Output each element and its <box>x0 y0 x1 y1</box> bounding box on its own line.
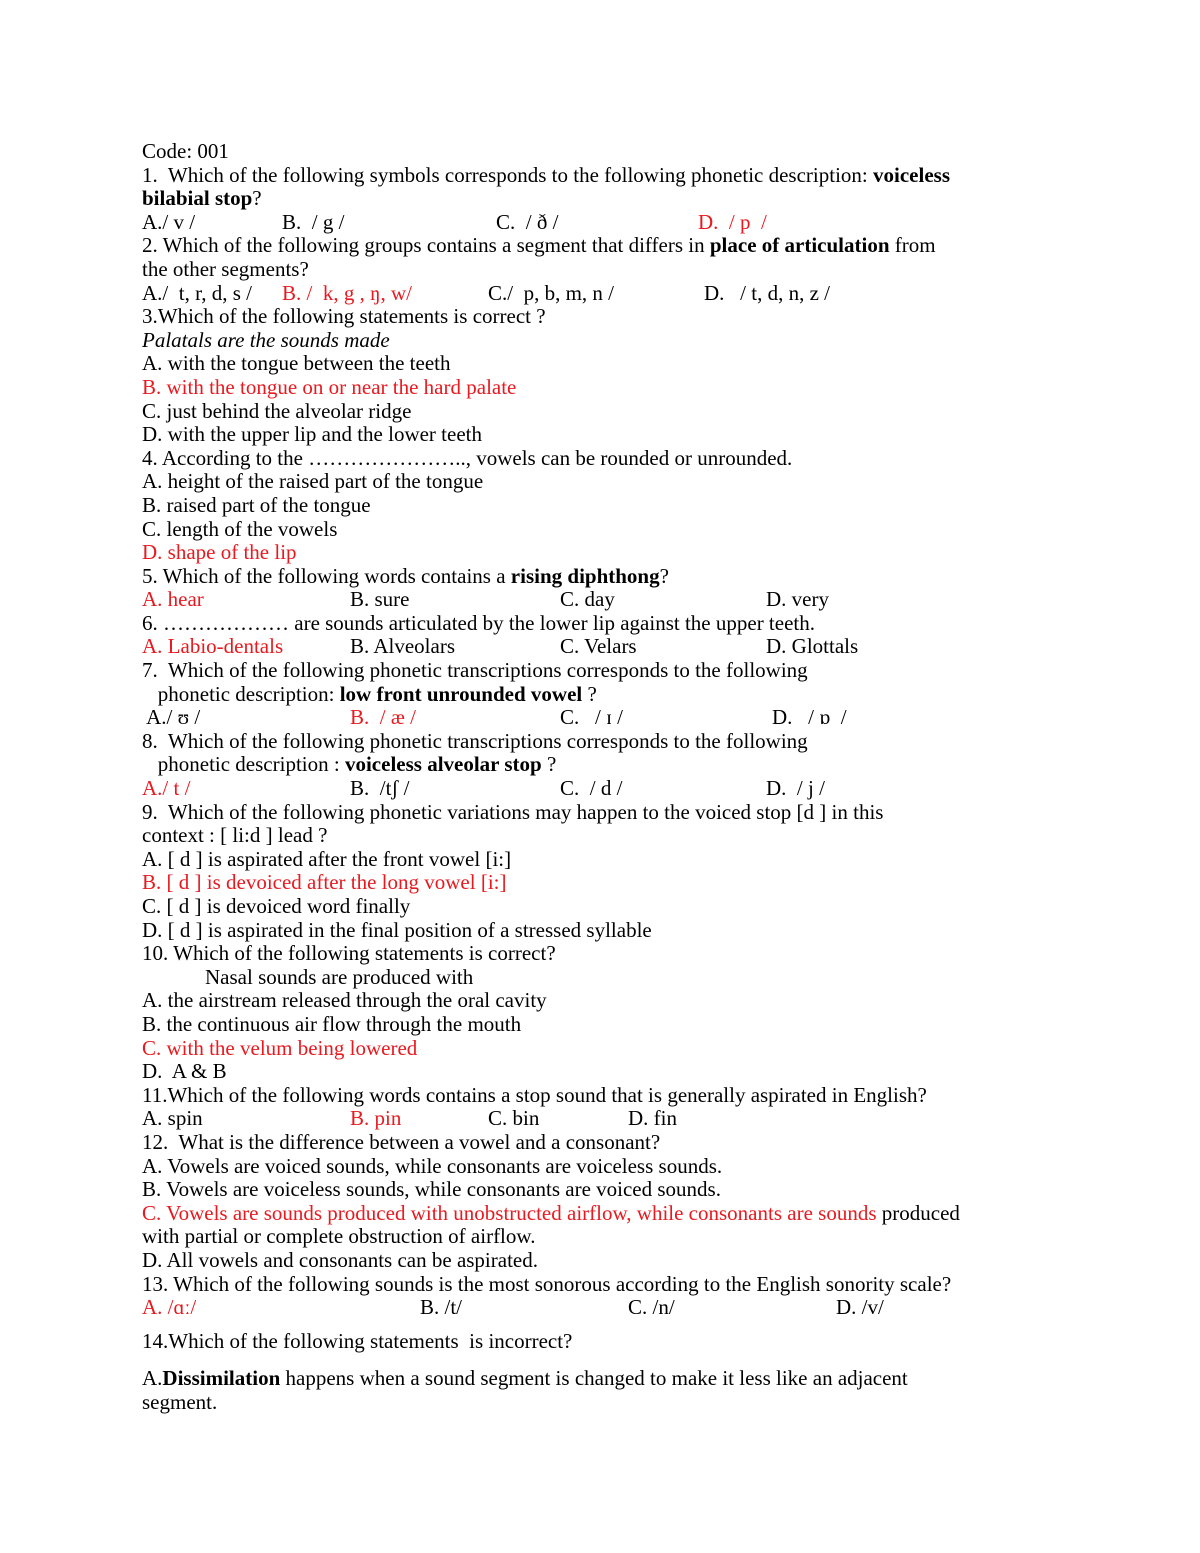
q12-option-a: A. Vowels are voiced sounds, while consonants are voiceless sounds. <box>142 1153 723 1178</box>
exam-code: Code: 001 <box>142 139 229 163</box>
q13-option-a-answer: A. /ɑː/ <box>142 1295 197 1320</box>
document-page <box>142 140 1082 1414</box>
q6-option-c: C. Velars <box>560 634 637 659</box>
question-6-options <box>142 635 1082 659</box>
question-3-stem: 3.Which of the following statements is correct ? <box>142 304 546 329</box>
question-5-line <box>142 565 1082 589</box>
q7-option-a: A./ ʊ / <box>142 705 201 730</box>
q11-option-c: C. bin <box>488 1106 540 1131</box>
question-7-options <box>142 706 1082 730</box>
q6-option-b: B. Alveolars <box>350 634 455 659</box>
q12-option-c-answer: C. Vowels are sounds produced with unobstructed airflow, while consonants are sounds <box>142 1200 877 1225</box>
q9-option-a: A. [ d ] is aspirated after the front vowel [i:] <box>142 846 512 871</box>
question-4-stem: 4. According to the ………………….., vowels can be rounded or unrounded. <box>142 445 793 470</box>
q13-option-c: C. /n/ <box>628 1295 675 1320</box>
question-5-keyword: rising diphthong <box>510 563 660 588</box>
question-7-mark: ? <box>582 681 597 706</box>
question-13-options <box>142 1296 1082 1320</box>
question-11-options <box>142 1107 1082 1131</box>
question-5-stem: 5. Which of the following words contains a <box>142 563 511 588</box>
q3-option-b-answer: B. with the tongue on or near the hard palate <box>142 374 517 399</box>
question-7-line-1: 7. Which of the following phonetic transcriptions corresponds to the following <box>142 658 808 683</box>
question-5-options <box>142 588 1082 612</box>
question-1-line-2 <box>142 187 1082 211</box>
q1-option-d-answer: D. / p / <box>698 209 767 234</box>
question-1-stem: 1. Which of the following symbols corresponds to the following phonetic description: <box>142 162 874 187</box>
q1-option-c: C. / ð / <box>496 209 559 234</box>
q7-option-d: D. / ɒ / <box>772 705 847 730</box>
question-6-stem: 6. ……………… are sounds articulated by the lower lip against the upper teeth. <box>142 610 815 635</box>
question-8-line-2 <box>142 753 1082 777</box>
question-2-line-1 <box>142 234 1082 258</box>
q3-option-d: D. with the upper lip and the lower teeth <box>142 422 482 447</box>
q8-option-c: C. / d / <box>560 776 623 801</box>
q10-option-d: D. A & B <box>142 1059 227 1084</box>
question-8-line-1: 8. Which of the following phonetic transcriptions corresponds to the following <box>142 728 808 753</box>
question-5-mark: ? <box>659 563 669 588</box>
q12-option-c-tail: produced <box>876 1200 960 1225</box>
question-2-stem: 2. Which of the following groups contains a segment that differs in <box>142 233 710 258</box>
question-10-sub: Nasal sounds are produced with <box>142 964 474 989</box>
question-2-line-2: the other segments? <box>142 256 309 281</box>
question-2-stem-end: from <box>889 233 936 258</box>
q14-option-a-letter: A. <box>142 1366 163 1391</box>
question-1-options <box>142 211 1082 235</box>
q1-option-a: A./ v / <box>142 209 196 234</box>
q6-option-d: D. Glottals <box>766 634 859 659</box>
q5-option-b: B. sure <box>350 587 410 612</box>
question-7-stem: phonetic description: <box>142 681 340 706</box>
question-1-mark: ? <box>252 186 262 211</box>
q2-option-b-answer: B. / k, g , ŋ, w/ <box>282 280 412 305</box>
q14-option-a-text: happens when a sound segment is changed to make it less like an adjacent <box>280 1366 908 1391</box>
question-2-keyword: place of articulation <box>709 233 890 258</box>
question-12-stem: 12. What is the difference between a vowel and a consonant? <box>142 1129 661 1154</box>
q8-option-d: D. / j / <box>766 776 825 801</box>
q12-option-c-line-1 <box>142 1202 1082 1226</box>
q13-option-d: D. /v/ <box>836 1295 884 1320</box>
q6-option-a-answer: A. Labio-dentals <box>142 634 284 659</box>
question-9-line-2: context : [ li:d ] lead ? <box>142 823 328 848</box>
q7-option-c: C. / ɪ / <box>560 705 624 730</box>
q5-option-c: C. day <box>560 587 615 612</box>
q12-option-c-line-2: with partial or complete obstruction of airflow. <box>142 1224 536 1249</box>
q4-option-d-answer: D. shape of the lip <box>142 540 297 565</box>
q10-option-b: B. the continuous air flow through the mouth <box>142 1011 522 1036</box>
q2-option-d: D. / t, d, n, z / <box>704 280 830 305</box>
q8-option-b: B. /tʃ / <box>350 776 410 801</box>
q4-option-b: B. raised part of the tongue <box>142 492 371 517</box>
question-2-options <box>142 282 1082 306</box>
question-14-stem: 14.Which of the following statements is incorrect? <box>142 1328 573 1353</box>
q3-option-c: C. just behind the alveolar ridge <box>142 398 412 423</box>
q14-option-a-line-1 <box>142 1367 1082 1391</box>
question-9-line-1: 9. Which of the following phonetic variations may happen to the voiced stop [d ] in this <box>142 799 884 824</box>
q13-option-b: B. /t/ <box>420 1295 463 1320</box>
question-8-mark: ? <box>541 752 557 777</box>
q9-option-b-answer: B. [ d ] is devoiced after the long vowel [i:] <box>142 870 507 895</box>
q7-option-b-answer: B. / æ / <box>350 705 416 730</box>
question-13-stem: 13. Which of the following sounds is the most sonorous according to the English sonority scale? <box>142 1271 952 1296</box>
q14-option-a-line-2: segment. <box>142 1389 218 1414</box>
q5-option-a-answer: A. hear <box>142 587 204 612</box>
q9-option-d: D. [ d ] is aspirated in the final position of a stressed syllable <box>142 917 652 942</box>
q8-option-a-answer: A./ t / <box>142 776 191 801</box>
q14-option-a-keyword: Dissimilation <box>162 1366 281 1391</box>
question-1-line-1 <box>142 164 1082 188</box>
question-7-line-2 <box>142 683 1082 707</box>
q4-option-c: C. length of the vowels <box>142 516 338 541</box>
question-3-subline <box>142 329 1082 353</box>
q11-option-d: D. fin <box>628 1106 677 1131</box>
q2-option-a: A./ t, r, d, s / <box>142 280 252 305</box>
question-8-keyword: voiceless alveolar stop <box>344 752 542 777</box>
question-11-stem: 11.Which of the following words contains a stop sound that is generally aspirated in English? <box>142 1082 927 1107</box>
q12-option-d: D. All vowels and consonants can be aspirated. <box>142 1247 538 1272</box>
question-8-stem: phonetic description : <box>142 752 345 777</box>
question-8-options <box>142 777 1082 801</box>
question-1-keyword: voiceless <box>873 162 950 187</box>
q1-option-b: B. / g / <box>282 209 345 234</box>
q4-option-a: A. height of the raised part of the tongue <box>142 469 484 494</box>
q10-option-c-answer: C. with the velum being lowered <box>142 1035 418 1060</box>
q10-option-a: A. the airstream released through the oral cavity <box>142 988 547 1013</box>
q5-option-d: D. very <box>766 587 829 612</box>
question-7-keyword: low front unrounded vowel <box>339 681 583 706</box>
q9-option-c: C. [ d ] is devoiced word finally <box>142 894 411 918</box>
question-3-sub: Palatals are the sounds made <box>142 327 390 352</box>
q3-option-a: A. with the tongue between the teeth <box>142 351 451 376</box>
question-10-stem: 10. Which of the following statements is correct? <box>142 941 556 966</box>
q12-option-b: B. Vowels are voiceless sounds, while consonants are voiced sounds. <box>142 1177 721 1202</box>
q11-option-b-answer: B. pin <box>350 1106 402 1131</box>
question-1-keyword-2: bilabial stop <box>142 186 253 211</box>
q2-option-c: C./ p, b, m, n / <box>488 280 615 305</box>
q11-option-a: A. spin <box>142 1106 203 1131</box>
